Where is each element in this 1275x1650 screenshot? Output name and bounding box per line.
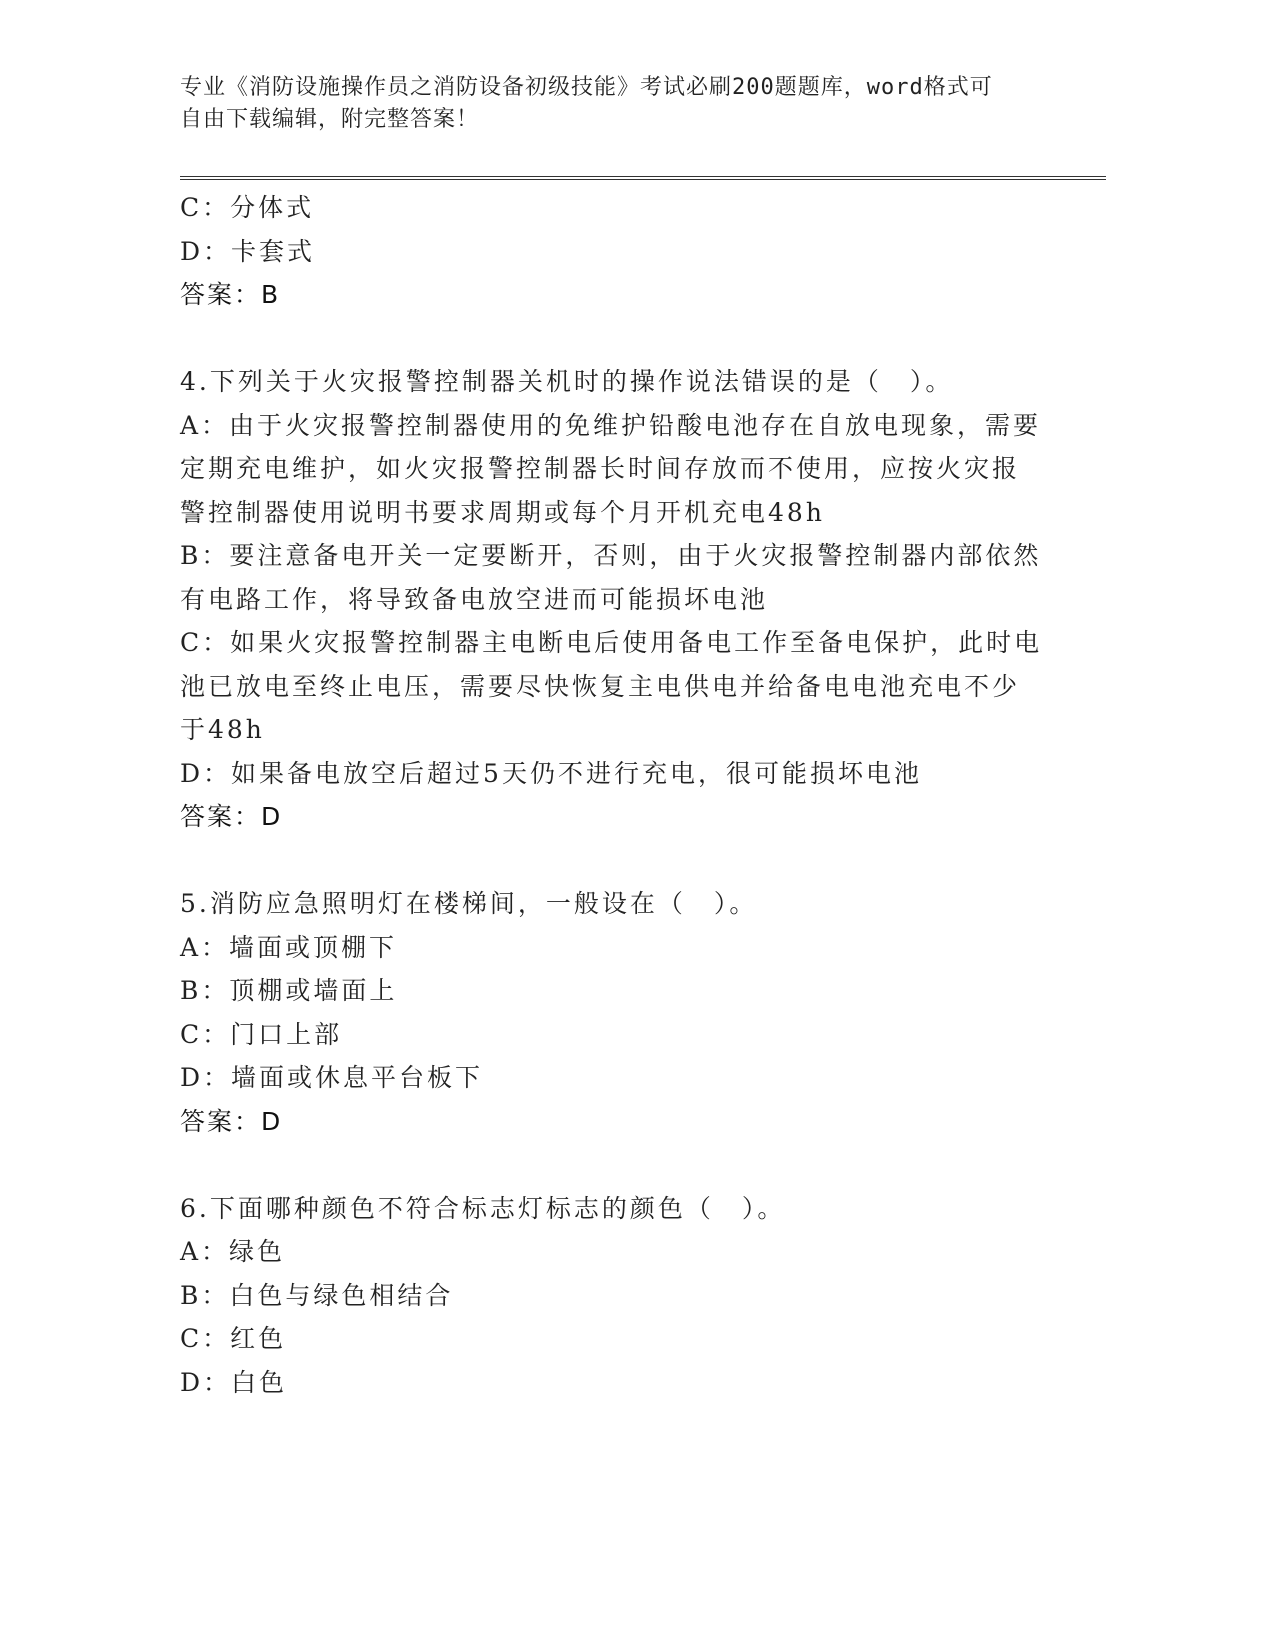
option-a: A：墙面或顶棚下 [180, 932, 398, 962]
question-6 [180, 1187, 1040, 1405]
answer-line: 答案：B [180, 280, 281, 309]
option-c-line-1: C：如果火灾报警控制器主电断电后使用备电工作至备电保护，此时电 [180, 628, 1043, 657]
question-5 [180, 882, 1040, 1143]
document-header [180, 72, 1060, 136]
header-line-1: 专业《消防设施操作员之消防设备初级技能》考试必刷200题题库，word格式可 [180, 75, 993, 100]
option-b-line-1: B：要注意备电开关一定要断开，否则，由于火灾报警控制器内部依然 [180, 541, 1042, 570]
option-c: C：红色 [180, 1324, 287, 1353]
header-line-2: 自由下载编辑，附完整答案！ [180, 107, 480, 132]
question-3-tail [180, 186, 1040, 317]
option-a-line-3: 警控制器使用说明书要求周期或每个月开机充电48h [180, 497, 825, 527]
option-b: B：白色与绿色相结合 [180, 1280, 454, 1310]
option-b-line-2: 有电路工作，将导致备电放空进而可能损坏电池 [180, 584, 769, 614]
option-d: D：墙面或休息平台板下 [180, 1063, 484, 1092]
option-c: C：分体式 [180, 193, 315, 222]
option-a-line-2: 定期充电维护，如火灾报警控制器长时间存放而不使用，应按火灾报 [180, 454, 1021, 483]
option-c-line-2: 池已放电至终止电压，需要尽快恢复主电供电并给备电电池充电不少 [180, 671, 1021, 701]
spacer [180, 317, 1040, 361]
spacer [180, 1143, 1040, 1187]
answer-line: 答案：D [180, 802, 283, 831]
option-d: D：如果备电放空后超过5天仍不进行充电，很可能损坏电池 [180, 758, 922, 788]
option-c: C：门口上部 [180, 1019, 343, 1049]
option-b: B：顶棚或墙面上 [180, 976, 398, 1005]
option-a-line-1: A：由于火灾报警控制器使用的免维护铅酸电池存在自放电现象，需要 [180, 410, 1042, 440]
question-text: 6.下面哪种颜色不符合标志灯标志的颜色（ ）。 [180, 1193, 786, 1223]
question-4 [180, 360, 1043, 839]
header-divider [180, 176, 1106, 180]
question-text: 4.下列关于火灾报警控制器关机时的操作说法错误的是（ ）。 [180, 367, 954, 396]
option-a: A：绿色 [180, 1237, 286, 1266]
option-d: D：卡套式 [180, 236, 316, 266]
question-text: 5.消防应急照明灯在楼梯间，一般设在（ ）。 [180, 889, 758, 918]
option-d: D：白色 [180, 1367, 288, 1397]
question-list [180, 186, 1043, 1404]
spacer [180, 839, 1040, 883]
answer-line: 答案：D [180, 1106, 283, 1136]
option-c-line-3: 于48h [180, 715, 265, 744]
